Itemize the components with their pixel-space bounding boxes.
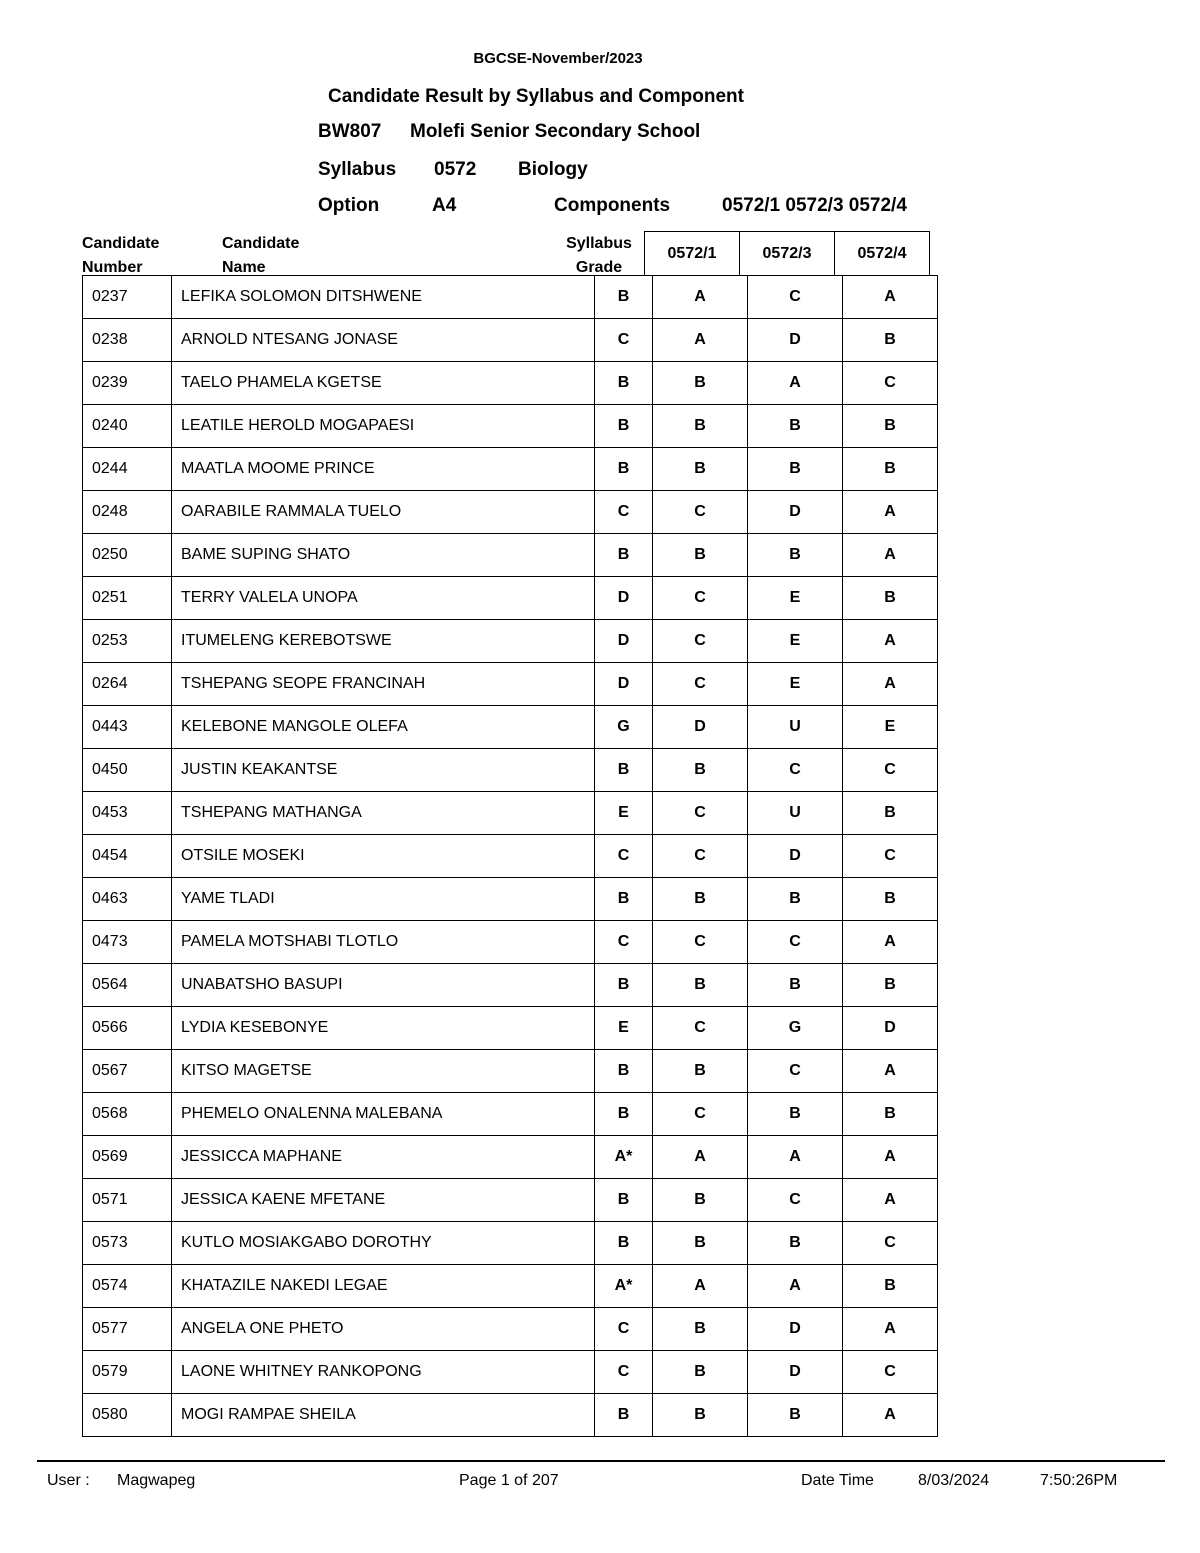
syllabus-grade: B <box>595 1394 653 1437</box>
component-0572-1-grade: B <box>653 749 748 792</box>
component-0572-4-grade: A <box>843 276 938 319</box>
footer-time: 7:50:26PM <box>1040 1472 1118 1489</box>
syllabus-grade: B <box>595 1093 653 1136</box>
table-row <box>83 706 938 749</box>
report-title: Candidate Result by Syllabus and Component <box>328 86 744 107</box>
syllabus-grade: D <box>595 577 653 620</box>
candidate-number: 0564 <box>83 964 172 1007</box>
component-0572-1-grade: C <box>653 577 748 620</box>
component-0572-1-grade: C <box>653 921 748 964</box>
table-row <box>83 1093 938 1136</box>
component-0572-4-grade: A <box>843 1050 938 1093</box>
component-0572-4-grade: A <box>843 1179 938 1222</box>
component-0572-4-grade: E <box>843 706 938 749</box>
syllabus-grade: C <box>595 1351 653 1394</box>
candidate-number: 0580 <box>83 1394 172 1437</box>
candidate-number: 0567 <box>83 1050 172 1093</box>
candidate-number: 0577 <box>83 1308 172 1351</box>
table-row <box>83 319 938 362</box>
table-row <box>83 1265 938 1308</box>
header-candidate-name-line1: Candidate <box>222 235 300 252</box>
candidate-name: YAME TLADI <box>172 878 595 921</box>
syllabus-grade: C <box>595 319 653 362</box>
component-0572-4-grade: C <box>843 749 938 792</box>
components-label: Components <box>554 195 671 216</box>
table-row <box>83 964 938 1007</box>
candidate-name: ANGELA ONE PHETO <box>172 1308 595 1351</box>
syllabus-grade: B <box>595 405 653 448</box>
syllabus-grade: E <box>595 1007 653 1050</box>
syllabus-grade: B <box>595 1222 653 1265</box>
candidate-number: 0450 <box>83 749 172 792</box>
component-0572-1-grade: A <box>653 1136 748 1179</box>
footer-user-label: User : <box>47 1472 90 1489</box>
candidate-number: 0579 <box>83 1351 172 1394</box>
component-0572-4-grade: A <box>843 534 938 577</box>
component-0572-1-grade: B <box>653 362 748 405</box>
candidate-name: KHATAZILE NAKEDI LEGAE <box>172 1265 595 1308</box>
component-0572-4-grade: B <box>843 1093 938 1136</box>
component-0572-1-grade: B <box>653 1050 748 1093</box>
component-0572-4-grade: A <box>843 1308 938 1351</box>
component-0572-4-grade: A <box>843 1136 938 1179</box>
component-0572-3-grade: B <box>748 1093 843 1136</box>
candidate-name: JESSICCA MAPHANE <box>172 1136 595 1179</box>
candidate-number: 0569 <box>83 1136 172 1179</box>
component-0572-3-grade: C <box>748 1179 843 1222</box>
component-header-table <box>644 231 930 275</box>
candidate-number: 0244 <box>83 448 172 491</box>
component-0572-1-grade: B <box>653 448 748 491</box>
candidate-number: 0568 <box>83 1093 172 1136</box>
component-0572-1-grade: C <box>653 835 748 878</box>
component-0572-1-grade: C <box>653 663 748 706</box>
candidate-name: KELEBONE MANGOLE OLEFA <box>172 706 595 749</box>
footer-page-number: Page 1 of 207 <box>459 1472 559 1489</box>
syllabus-grade: B <box>595 749 653 792</box>
candidate-name: TAELO PHAMELA KGETSE <box>172 362 595 405</box>
table-row <box>83 792 938 835</box>
component-0572-1-grade: B <box>653 1179 748 1222</box>
component-0572-1-grade: C <box>653 1007 748 1050</box>
candidate-name: ITUMELENG KEREBOTSWE <box>172 620 595 663</box>
table-row <box>83 1179 938 1222</box>
candidate-name: LEFIKA SOLOMON DITSHWENE <box>172 276 595 319</box>
table-row <box>83 405 938 448</box>
candidate-name: JUSTIN KEAKANTSE <box>172 749 595 792</box>
component-0572-4-grade: C <box>843 1351 938 1394</box>
component-0572-4-grade: B <box>843 792 938 835</box>
syllabus-grade: A* <box>595 1265 653 1308</box>
candidate-name: ARNOLD NTESANG JONASE <box>172 319 595 362</box>
component-0572-3-grade: D <box>748 491 843 534</box>
candidate-name: PAMELA MOTSHABI TLOTLO <box>172 921 595 964</box>
table-row <box>83 1007 938 1050</box>
footer-datetime-label: Date Time <box>801 1472 874 1489</box>
candidate-number: 0237 <box>83 276 172 319</box>
component-0572-4-grade: C <box>843 1222 938 1265</box>
component-0572-3-grade: E <box>748 620 843 663</box>
candidate-number: 0443 <box>83 706 172 749</box>
candidate-name: PHEMELO ONALENNA MALEBANA <box>172 1093 595 1136</box>
component-0572-4-grade: B <box>843 1265 938 1308</box>
component-0572-3-grade: C <box>748 921 843 964</box>
candidate-name: OTSILE MOSEKI <box>172 835 595 878</box>
component-0572-1-grade: C <box>653 620 748 663</box>
table-row <box>83 835 938 878</box>
candidate-number: 0566 <box>83 1007 172 1050</box>
component-0572-3-grade: C <box>748 276 843 319</box>
component-0572-4-grade: B <box>843 448 938 491</box>
results-table <box>82 275 938 1437</box>
header-candidate-number <box>82 232 159 280</box>
syllabus-code: 0572 <box>434 159 477 180</box>
syllabus-grade: D <box>595 620 653 663</box>
syllabus-grade: C <box>595 1308 653 1351</box>
component-header-row <box>645 232 930 276</box>
footer-divider <box>37 1460 1165 1462</box>
syllabus-grade: B <box>595 964 653 1007</box>
table-row <box>83 1308 938 1351</box>
candidate-name: MAATLA MOOME PRINCE <box>172 448 595 491</box>
component-0572-3-grade: U <box>748 706 843 749</box>
table-row <box>83 577 938 620</box>
component-0572-4-grade: B <box>843 878 938 921</box>
component-0572-1-grade: C <box>653 491 748 534</box>
candidate-number: 0253 <box>83 620 172 663</box>
table-row <box>83 1050 938 1093</box>
header-syllabus-grade-line2: Grade <box>575 259 623 276</box>
candidate-number: 0571 <box>83 1179 172 1222</box>
table-row <box>83 534 938 577</box>
component-0572-3-grade: G <box>748 1007 843 1050</box>
candidate-name: LYDIA KESEBONYE <box>172 1007 595 1050</box>
header-candidate-name-line2: Name <box>222 259 266 276</box>
component-0572-1-grade: B <box>653 1394 748 1437</box>
table-row <box>83 921 938 964</box>
syllabus-grade: B <box>595 362 653 405</box>
component-0572-3-grade: B <box>748 405 843 448</box>
component-0572-4-grade: B <box>843 319 938 362</box>
syllabus-grade: B <box>595 1050 653 1093</box>
candidate-name: MOGI RAMPAE SHEILA <box>172 1394 595 1437</box>
header-syllabus-grade <box>562 232 636 280</box>
table-row <box>83 1136 938 1179</box>
header-component-0572-1: 0572/1 <box>645 232 740 276</box>
candidate-name: LEATILE HEROLD MOGAPAESI <box>172 405 595 448</box>
component-0572-3-grade: B <box>748 448 843 491</box>
component-0572-3-grade: E <box>748 663 843 706</box>
syllabus-grade: B <box>595 1179 653 1222</box>
syllabus-grade: A* <box>595 1136 653 1179</box>
footer-user-value: Magwapeg <box>117 1472 196 1489</box>
table-row <box>83 878 938 921</box>
table-row <box>83 663 938 706</box>
header-candidate-name <box>222 232 299 280</box>
header-component-0572-3: 0572/3 <box>740 232 835 276</box>
component-0572-3-grade: B <box>748 1222 843 1265</box>
component-0572-3-grade: A <box>748 1136 843 1179</box>
component-0572-1-grade: A <box>653 1265 748 1308</box>
syllabus-grade: B <box>595 534 653 577</box>
centre-name: Molefi Senior Secondary School <box>410 121 701 142</box>
option-label: Option <box>318 195 380 216</box>
candidate-name: BAME SUPING SHATO <box>172 534 595 577</box>
component-0572-3-grade: D <box>748 835 843 878</box>
syllabus-grade: B <box>595 448 653 491</box>
syllabus-label: Syllabus <box>318 159 397 180</box>
table-row <box>83 362 938 405</box>
option-value: A4 <box>432 195 457 216</box>
component-0572-3-grade: B <box>748 1394 843 1437</box>
component-0572-3-grade: D <box>748 319 843 362</box>
candidate-number: 0573 <box>83 1222 172 1265</box>
component-0572-4-grade: A <box>843 491 938 534</box>
candidate-number: 0239 <box>83 362 172 405</box>
component-0572-1-grade: B <box>653 1222 748 1265</box>
candidate-number: 0473 <box>83 921 172 964</box>
syllabus-grade: C <box>595 921 653 964</box>
table-row <box>83 620 938 663</box>
component-0572-4-grade: D <box>843 1007 938 1050</box>
footer-date: 8/03/2024 <box>918 1472 990 1489</box>
component-0572-1-grade: C <box>653 1093 748 1136</box>
component-0572-1-grade: B <box>653 964 748 1007</box>
component-0572-4-grade: B <box>843 577 938 620</box>
component-0572-4-grade: A <box>843 620 938 663</box>
component-0572-4-grade: B <box>843 964 938 1007</box>
candidate-name: TERRY VALELA UNOPA <box>172 577 595 620</box>
header-candidate-number-line2: Number <box>82 259 143 276</box>
component-0572-3-grade: C <box>748 1050 843 1093</box>
component-0572-3-grade: C <box>748 749 843 792</box>
header-candidate-number-line1: Candidate <box>82 235 160 252</box>
syllabus-grade: D <box>595 663 653 706</box>
component-0572-1-grade: B <box>653 1351 748 1394</box>
exam-session: BGCSE-November/2023 <box>473 50 643 67</box>
table-row <box>83 749 938 792</box>
component-0572-3-grade: E <box>748 577 843 620</box>
component-0572-3-grade: D <box>748 1351 843 1394</box>
component-0572-3-grade: B <box>748 878 843 921</box>
component-0572-4-grade: B <box>843 405 938 448</box>
candidate-name: KITSO MAGETSE <box>172 1050 595 1093</box>
candidate-name: OARABILE RAMMALA TUELO <box>172 491 595 534</box>
component-0572-1-grade: B <box>653 1308 748 1351</box>
header-component-0572-4: 0572/4 <box>835 232 930 276</box>
components-value: 0572/1 0572/3 0572/4 <box>722 195 907 216</box>
candidate-number: 0251 <box>83 577 172 620</box>
component-0572-1-grade: B <box>653 534 748 577</box>
table-row <box>83 1394 938 1437</box>
component-0572-4-grade: A <box>843 663 938 706</box>
table-row <box>83 448 938 491</box>
component-0572-1-grade: D <box>653 706 748 749</box>
component-0572-1-grade: B <box>653 878 748 921</box>
table-row <box>83 1351 938 1394</box>
centre-code: BW807 <box>318 121 382 142</box>
candidate-name: TSHEPANG MATHANGA <box>172 792 595 835</box>
component-0572-4-grade: A <box>843 921 938 964</box>
component-0572-1-grade: B <box>653 405 748 448</box>
results-body <box>83 276 938 1437</box>
component-0572-4-grade: C <box>843 362 938 405</box>
candidate-name: UNABATSHO BASUPI <box>172 964 595 1007</box>
candidate-name: JESSICA KAENE MFETANE <box>172 1179 595 1222</box>
table-row <box>83 276 938 319</box>
component-0572-4-grade: C <box>843 835 938 878</box>
component-0572-3-grade: D <box>748 1308 843 1351</box>
syllabus-grade: C <box>595 835 653 878</box>
component-0572-4-grade: A <box>843 1394 938 1437</box>
candidate-number: 0238 <box>83 319 172 362</box>
table-row <box>83 491 938 534</box>
candidate-number: 0248 <box>83 491 172 534</box>
candidate-name: TSHEPANG SEOPE FRANCINAH <box>172 663 595 706</box>
component-0572-3-grade: B <box>748 964 843 1007</box>
candidate-number: 0453 <box>83 792 172 835</box>
component-0572-1-grade: C <box>653 792 748 835</box>
syllabus-grade: E <box>595 792 653 835</box>
candidate-number: 0240 <box>83 405 172 448</box>
table-row <box>83 1222 938 1265</box>
candidate-name: KUTLO MOSIAKGABO DOROTHY <box>172 1222 595 1265</box>
candidate-number: 0264 <box>83 663 172 706</box>
syllabus-grade: G <box>595 706 653 749</box>
candidate-number: 0463 <box>83 878 172 921</box>
syllabus-grade: B <box>595 878 653 921</box>
syllabus-grade: C <box>595 491 653 534</box>
component-0572-3-grade: A <box>748 362 843 405</box>
component-0572-1-grade: A <box>653 319 748 362</box>
component-0572-3-grade: B <box>748 534 843 577</box>
candidate-number: 0454 <box>83 835 172 878</box>
component-0572-3-grade: U <box>748 792 843 835</box>
header-syllabus-grade-line1: Syllabus <box>566 235 632 252</box>
syllabus-name: Biology <box>518 159 588 180</box>
component-0572-3-grade: A <box>748 1265 843 1308</box>
candidate-number: 0574 <box>83 1265 172 1308</box>
candidate-number: 0250 <box>83 534 172 577</box>
component-0572-1-grade: A <box>653 276 748 319</box>
syllabus-grade: B <box>595 276 653 319</box>
candidate-name: LAONE WHITNEY RANKOPONG <box>172 1351 595 1394</box>
